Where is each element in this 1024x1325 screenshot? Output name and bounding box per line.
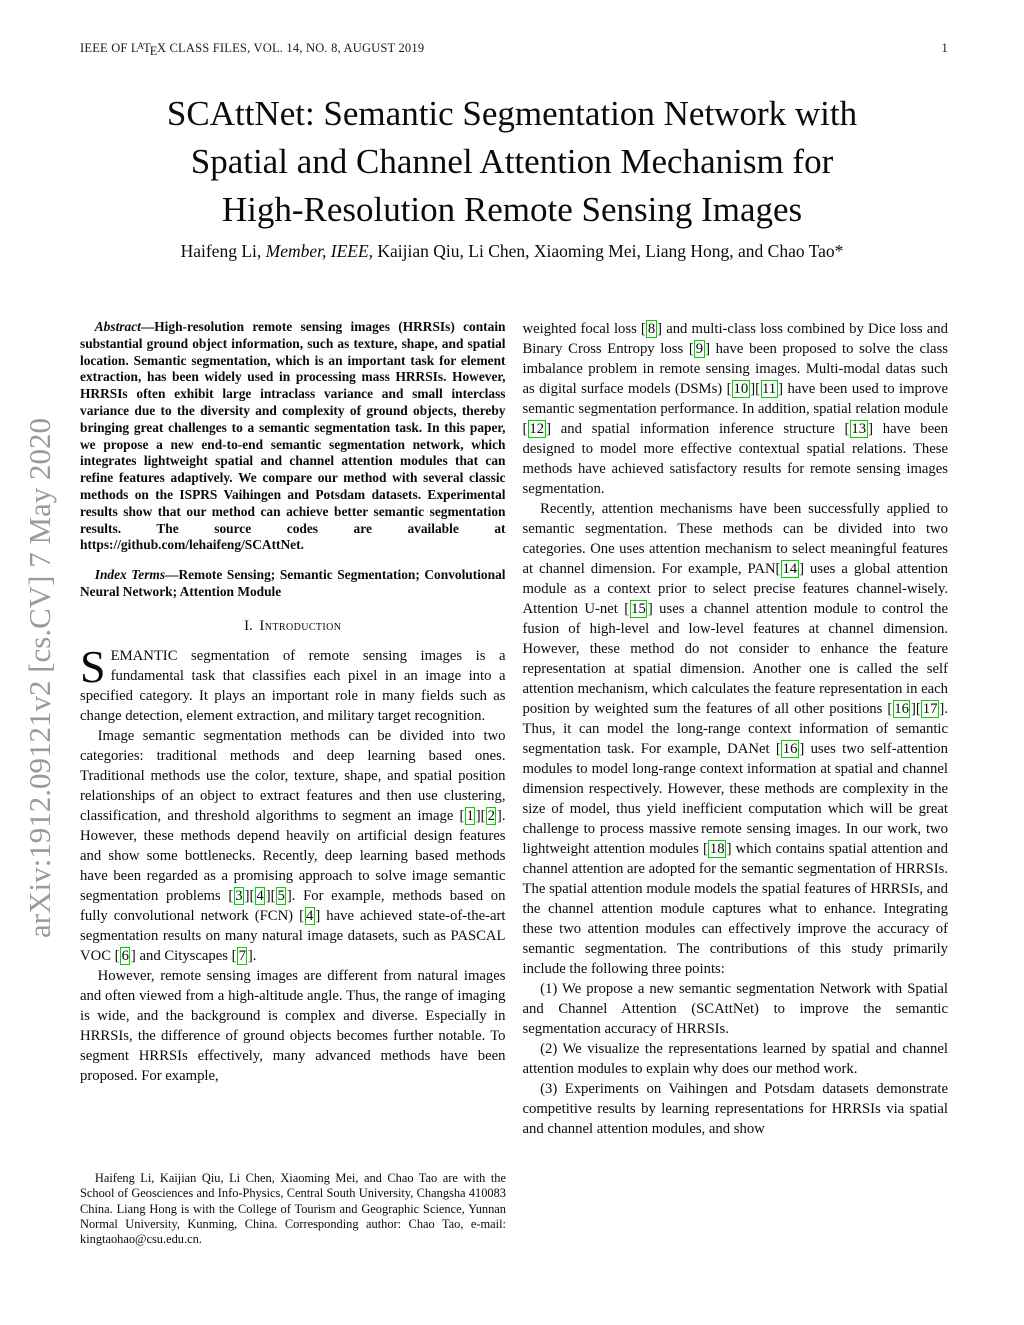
citation-link[interactable]: 11 (762, 381, 777, 397)
citation-link[interactable]: 18 (709, 841, 725, 857)
journal-line: IEEE OF $L^ATEX$ CLASS FILES, VOL. 14, NO. 8, AUGUST 2019 (80, 41, 425, 58)
abstract: Abstract—High-resolution remote sensing images (HRRSIs) contain substantial ground object information, such as texture, shape, and spatial location. Semantic segmentation, which is an important task for element extraction, has been widely used in processing mass HRRSIs. However, HRRSIs often exhibit large intraclass variance and small interclass variance due to the diversity and complexity of ground objects, thereby bringing great challenges to a semantic segmentation task. In this paper, we propose a new end-to-end semantic segmentation network, which integrates lightweight spatial and channel attention modules that can refine features adaptively. We compare our method with several classic methods on the ISPRS Vaihingen and Potsdam datasets. Experimental results show that our method can achieve better semantic segmentation results. The source codes are available at https://github.com/lehaifeng/SCAttNet. (80, 319, 506, 553)
paragraph: Image semantic segmentation methods can be divided into two categories: traditional methods and deep learning based ones. Traditional methods use the color, texture, shape, and spatial position relationships of an object to extract features and then use clustering, classification, and threshold algorithms to segment an image [ 1 ][ 2 ]. However, these methods depend heavily on artificial design features and show some bottlenecks. Recently, deep learning based methods have been regarded as a promising approach to solve image semantic segmentation problems [ 3 ][ 4 ][ 5 ]. For example, methods based on fully convolutional network (FCN) [ 4 ] have achieved state-of-the-art segmentation results on many natural image datasets, such as PASCAL VOC [ 6 ] and Cityscapes [ 7 ]. (80, 727, 506, 964)
paragraph-text: EMANTIC segmentation of remote sensing images is a fundamental task that classifies each pixel in an image into a specified category. It plays an important role in many fields such as change detection, element extraction, and military target recognition. (80, 647, 506, 724)
paragraph: weighted focal loss [ 8 ] and multi-class loss combined by Dice loss and Binary Cross Entropy loss [ 9 ] have been proposed to solve the class imbalance problem in remote sensing images. Multi-modal datas such as digital surface models (DSMs) [ 10 ][ 11 ] have been used to improve semantic segmentation performance. In addition, spatial relation module [ 12 ] and spatial information inference structure [ 13 ] have been designed to model more effective contextual spatial relations. These methods have achieved satisfactory results for remote sensing images segmentation. (522, 321, 948, 497)
citation-link[interactable]: 15 (631, 601, 646, 617)
citation-link[interactable]: 7 (238, 947, 246, 964)
title-line: High-Resolution Remote Sensing Images (221, 190, 803, 229)
citation-link[interactable]: 9 (695, 341, 704, 357)
paragraph: However, remote sensing images are different from natural images and often viewed from a high-altitude angle. Thus, the range of imaging is wide, and the background is complex and diverse. Especially in HRRSIs, the difference of ground objects becomes further notable. To segment HRRSIs effectively, many advanced methods have been proposed. For example, (80, 967, 506, 1084)
member-ieee: Member, IEEE, (265, 241, 374, 261)
paper-title (0, 90, 1024, 234)
citation-link[interactable]: 13 (851, 421, 867, 437)
running-header (80, 41, 948, 59)
two-column-body (80, 319, 948, 1167)
paragraph: Recently, attention mechanisms have been successfully applied to semantic segmentation. These methods can be divided into two categories. One uses attention mechanism to select meaningful features at channel dimension. For example, PAN[ 14 ] uses a global attention module as a context prior to select precise features channel-wisely. Attention U-net [ 15 ] uses a channel attention module to control the fusion of high-level and low-level features at channel dimension. However, these method do not consider to enhance the feature representation at spatial dimension. Another one is called the self attention mechanism, which calculates the feature representation in each position by weighted sum the features of all other positions [ 16 ][ 17 ]. Thus, it can model the long-range context information of semantic segmentation task. For example, DANet [ 16 ] uses two self-attention modules to model long-range context information at spatial and channel dimension respectively. However, these methods are complexity in the size of model, thus yield inefficient computation which will be great challenge to process massive remote sensing images. In our work, two lightweight attention modules [ 18 ] which contains spatial attention and channel attention are adopted for the semantic segmentation of HRRSIs. The spatial attention module models the spatial features of HRRSIs, and the channel attention module captures what to enhance. Integrating these two attention modules can effectively improve the accuracy of semantic segmentation. The contributions of this study primarily include the following three points: (522, 501, 948, 977)
abstract-text: High-resolution remote sensing images (HRRSIs) contain substantial ground object information, such as texture, shape, and spatial location. Semantic segmentation, which is an important task for element extraction, has been widely used in processing mass HRRSIs. However, HRRSIs often exhibit large intraclass variance and small interclass variance due to the diversity and complexity of ground objects, thereby bringing great challenges to a semantic segmentation task. In this paper, we propose a new end-to-end semantic segmentation network, which integrates lightweight spatial and channel attention modules that can refine features adaptively. We compare our method with several classic methods on the ISPRS Vaihingen and Potsdam datasets. Experimental results show that our method can achieve better semantic segmentation results. The source codes are available at https://github.com/lehaifeng/SCAttNet. (80, 319, 506, 553)
citation-link[interactable]: 6 (121, 947, 129, 964)
citation-link[interactable]: 4 (306, 907, 314, 924)
section-title: Introduction (259, 617, 342, 634)
citation-link[interactable]: 2 (487, 807, 495, 824)
citation-link[interactable]: 3 (235, 887, 243, 904)
left-column (80, 319, 506, 1167)
section-heading-introduction (80, 618, 506, 635)
citation-link[interactable]: 16 (782, 741, 798, 757)
title-line: Spatial and Channel Attention Mechanism for (190, 142, 834, 181)
citation-link[interactable]: 12 (529, 421, 545, 437)
contribution-point-1: (1) We propose a new semantic segmentation Network with Spatial and Channel Attention (SCAttNet) to improve the semantic segmentation accuracy of HRRSIs. (522, 981, 948, 1037)
index-terms-label: Index Terms (94, 567, 166, 583)
arxiv-watermark: arXiv:1912.09121v2 [cs.CV] 7 May 2020 (22, 417, 57, 938)
latex-logo: $L^ATEX$ (130, 41, 167, 58)
citation-link[interactable]: 14 (782, 561, 798, 577)
citation-link[interactable]: 16 (894, 701, 909, 717)
paragraph-intro (80, 640, 506, 726)
page-number: 1 (941, 41, 948, 55)
citation-link[interactable]: 4 (256, 887, 264, 904)
right-column (523, 319, 949, 1167)
index-terms-text: Remote Sensing; Semantic Segmentation; Convolutional Neural Network; Attention Module (80, 567, 506, 599)
index-terms: Index Terms—Remote Sensing; Semantic Segmentation; Convolutional Neural Network; Attention Module (80, 567, 506, 599)
dropcap-letter: S (80, 640, 106, 692)
citation-link[interactable]: 17 (922, 701, 938, 717)
citation-link[interactable]: 8 (647, 321, 656, 337)
citation-link[interactable]: 1 (466, 807, 474, 824)
abstract-label: Abstract (94, 319, 141, 334)
contribution-point-2: (2) We visualize the representations learned by spatial and channel attention modules to explain why does our method work. (522, 1041, 948, 1077)
citation-link[interactable]: 10 (733, 381, 749, 397)
citation-link[interactable]: 5 (277, 887, 285, 904)
author-affiliation-footnote: Haifeng Li, Kaijian Qiu, Li Chen, Xiaoming Mei, and Chao Tao are with the School of Geosciences and Info-Physics, Central South University, Changsha 410083 China. Liang Hong is with the College of Tourism and Geographic Science, Yunnan Normal University, Kunming, China. Corresponding author: Chao Tao, e-mail: kingtaohao@csu.edu.cn. (80, 1171, 506, 1247)
authors-line: Haifeng Li, Member, IEEE, Kaijian Qiu, Li Chen, Xiaoming Mei, Liang Hong, and Chao Tao* (180, 241, 844, 261)
contribution-point-3: (3) Experiments on Vaihingen and Potsdam datasets demonstrate competitive results by learning representations for HRRSIs via spatial and channel attention modules, and show (522, 1081, 948, 1137)
section-number: I. (244, 617, 253, 634)
title-line: SCAttNet: Semantic Segmentation Network with (166, 94, 858, 133)
